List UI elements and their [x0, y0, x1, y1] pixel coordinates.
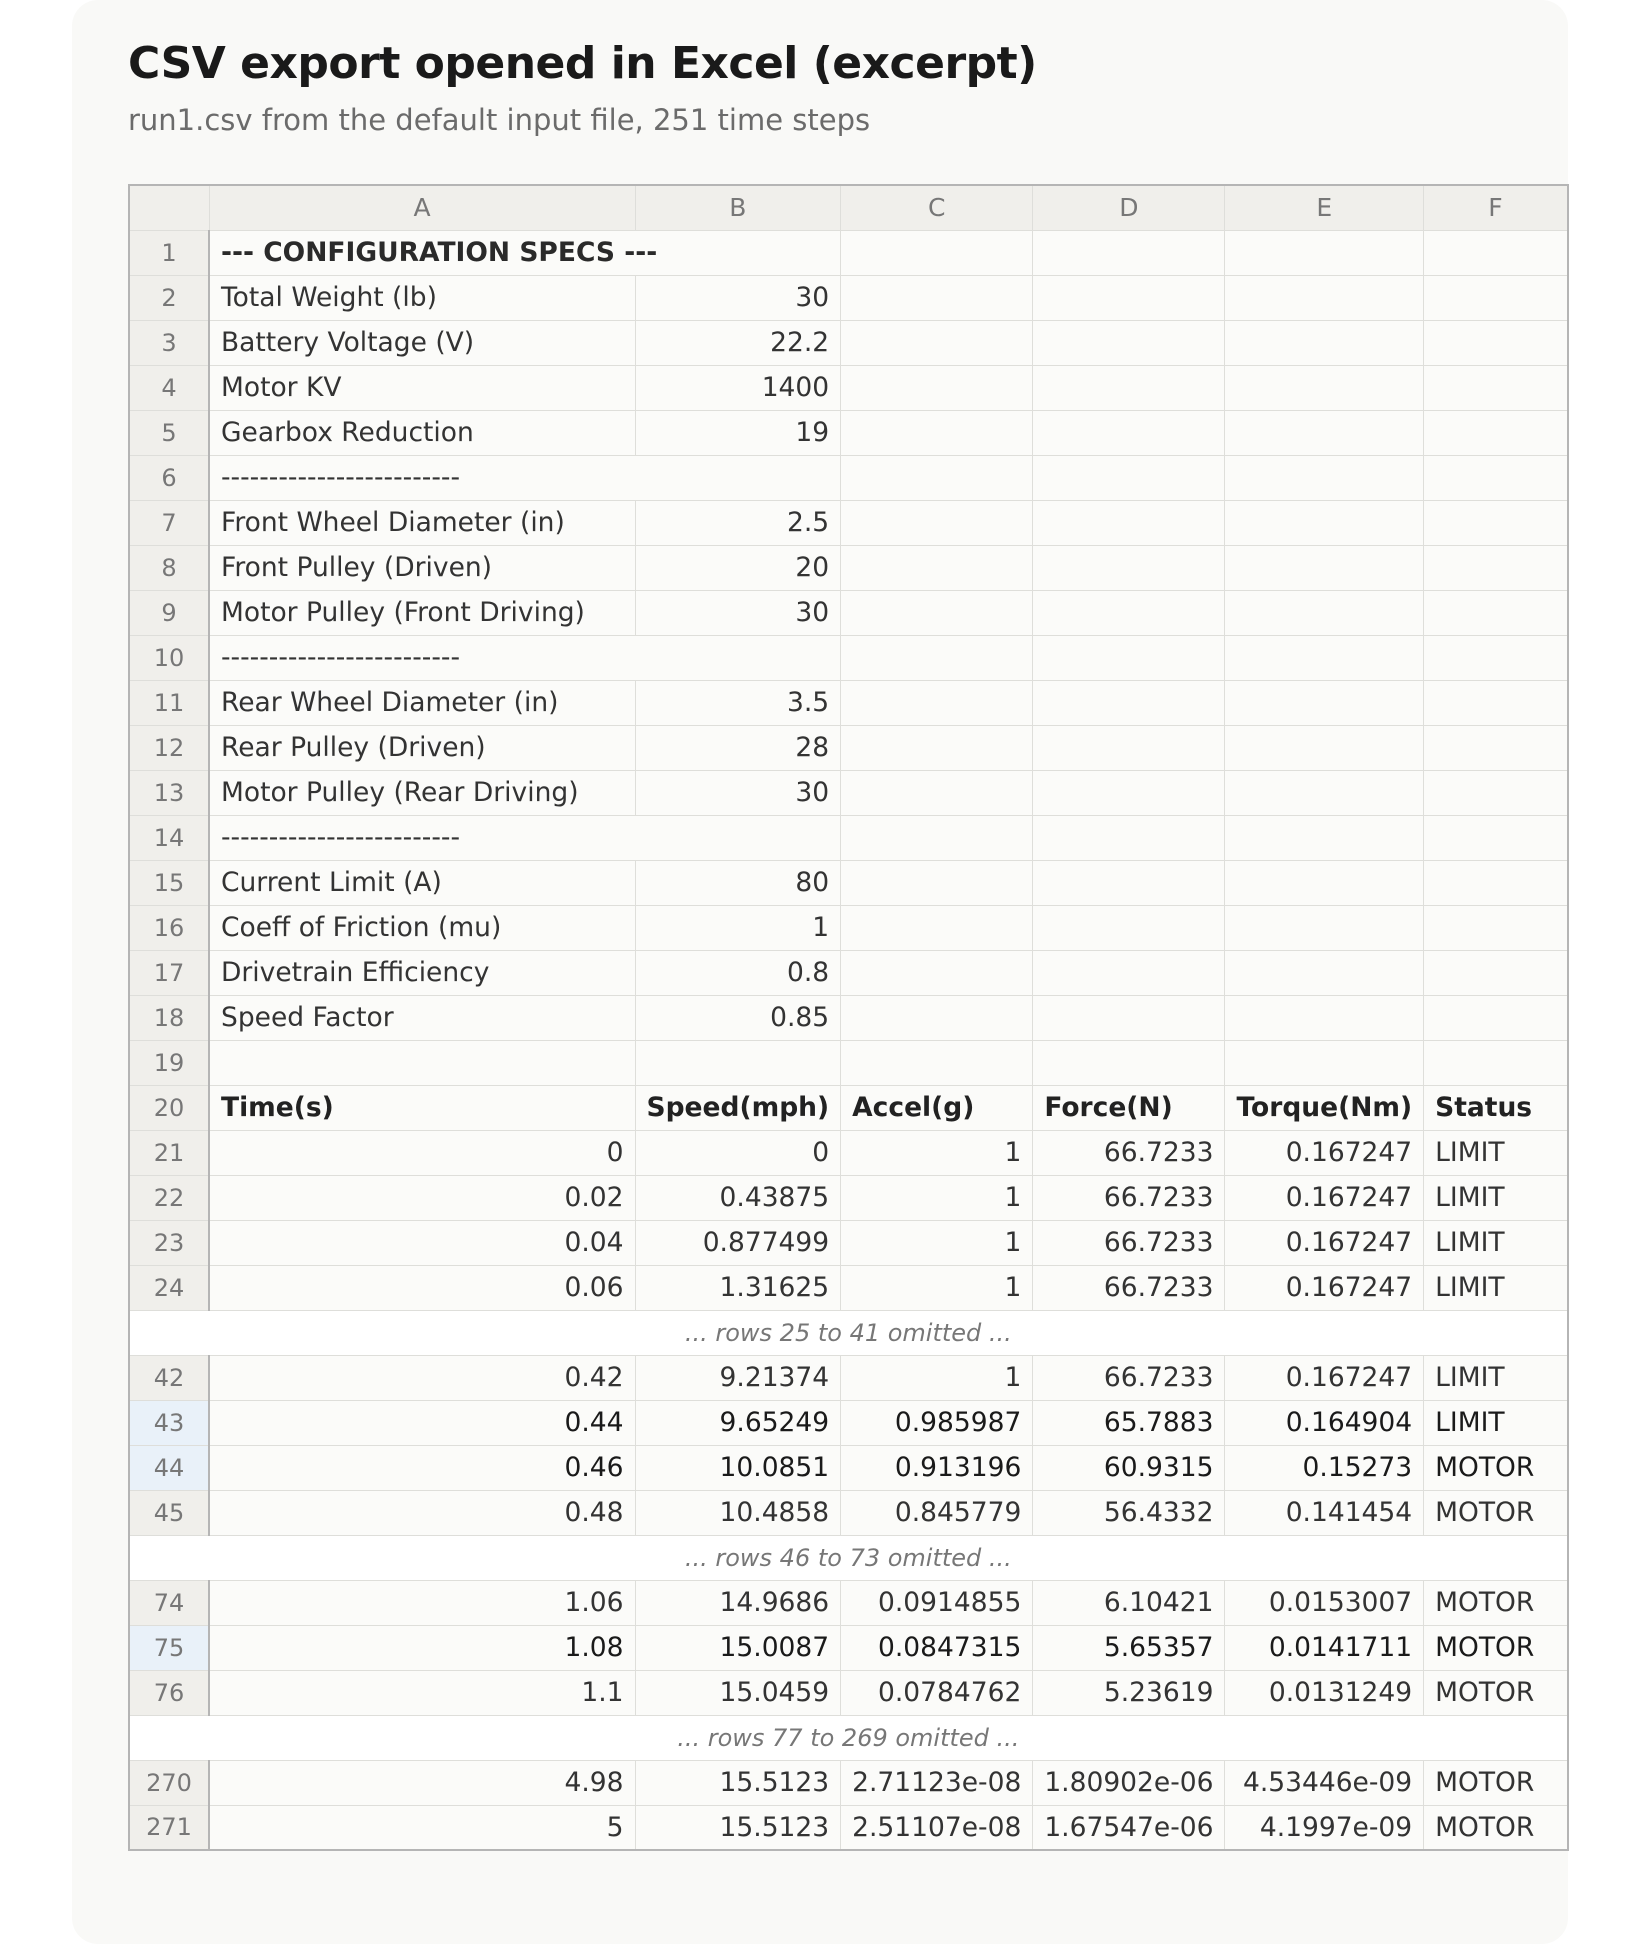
column-header-row — [129, 185, 1568, 230]
config-value[interactable]: 30 — [635, 590, 841, 635]
config-row — [129, 365, 1568, 410]
value-cell[interactable]: 10.0851 — [635, 1445, 841, 1490]
row-number[interactable]: 15 — [129, 860, 209, 905]
config-row — [129, 455, 1568, 500]
value-cell[interactable]: 66.7233 — [1033, 1265, 1225, 1310]
empty-cell[interactable] — [1424, 590, 1568, 635]
status-cell[interactable]: LIMIT — [1424, 1175, 1568, 1220]
value-cell[interactable]: 1 — [841, 1130, 1033, 1175]
row-number[interactable]: 16 — [129, 905, 209, 950]
empty-cell[interactable] — [1225, 590, 1424, 635]
value-cell[interactable]: 9.65249 — [635, 1400, 841, 1445]
empty-cell[interactable] — [1225, 770, 1424, 815]
value-cell[interactable]: 0.985987 — [841, 1400, 1033, 1445]
config-label[interactable]: Rear Pulley (Driven) — [209, 725, 635, 770]
data-header-row — [129, 1085, 1568, 1130]
config-label[interactable]: Speed Factor — [209, 995, 635, 1040]
spreadsheet-body — [129, 185, 1568, 1850]
status-cell[interactable]: MOTOR — [1424, 1445, 1568, 1490]
empty-cell[interactable] — [1033, 635, 1225, 680]
column-title[interactable]: Force(N) — [1033, 1085, 1225, 1130]
row-number[interactable]: 17 — [129, 950, 209, 995]
empty-cell[interactable] — [1424, 905, 1568, 950]
value-cell[interactable]: 4.98 — [209, 1760, 635, 1805]
value-cell[interactable]: 15.5123 — [635, 1805, 841, 1850]
row-number[interactable]: 76 — [129, 1670, 209, 1715]
value-cell[interactable]: 15.0087 — [635, 1625, 841, 1670]
empty-cell[interactable] — [1225, 365, 1424, 410]
value-cell[interactable]: 0.0847315 — [841, 1625, 1033, 1670]
row-number[interactable]: 11 — [129, 680, 209, 725]
empty-cell[interactable] — [841, 365, 1033, 410]
value-cell[interactable]: 10.4858 — [635, 1490, 841, 1535]
empty-cell[interactable] — [1033, 365, 1225, 410]
status-cell[interactable]: MOTOR — [1424, 1490, 1568, 1535]
empty-cell[interactable] — [841, 455, 1033, 500]
empty-cell[interactable] — [841, 635, 1033, 680]
data-row — [129, 1130, 1568, 1175]
column-title[interactable]: Status — [1424, 1085, 1568, 1130]
empty-cell[interactable] — [1225, 635, 1424, 680]
empty-cell[interactable] — [1033, 590, 1225, 635]
config-row — [129, 950, 1568, 995]
value-cell[interactable]: 2.71123e-08 — [841, 1760, 1033, 1805]
value-cell[interactable]: 0.0784762 — [841, 1670, 1033, 1715]
value-cell[interactable]: 0.48 — [209, 1490, 635, 1535]
config-value[interactable]: 1400 — [635, 365, 841, 410]
empty-cell[interactable] — [1424, 275, 1568, 320]
section-heading[interactable]: --- CONFIGURATION SPECS --- — [209, 230, 841, 275]
empty-cell[interactable] — [841, 590, 1033, 635]
empty-cell[interactable] — [1033, 770, 1225, 815]
config-row — [129, 500, 1568, 545]
empty-cell[interactable] — [1225, 1040, 1424, 1085]
row-number[interactable]: 270 — [129, 1760, 209, 1805]
value-cell[interactable]: 0.167247 — [1225, 1130, 1424, 1175]
config-label[interactable]: Motor KV — [209, 365, 635, 410]
column-header-c[interactable]: C — [841, 185, 1033, 230]
config-value[interactable]: 30 — [635, 770, 841, 815]
row-number[interactable]: 44 — [129, 1445, 209, 1490]
value-cell[interactable]: 0.877499 — [635, 1220, 841, 1265]
empty-cell[interactable] — [1033, 815, 1225, 860]
empty-cell[interactable] — [1424, 1040, 1568, 1085]
empty-cell[interactable] — [1424, 635, 1568, 680]
config-label[interactable]: Drivetrain Efficiency — [209, 950, 635, 995]
empty-cell[interactable] — [1225, 950, 1424, 995]
value-cell[interactable]: 1.06 — [209, 1580, 635, 1625]
empty-cell[interactable] — [1225, 860, 1424, 905]
empty-cell[interactable] — [841, 905, 1033, 950]
select-all-corner[interactable] — [129, 185, 209, 230]
value-cell[interactable]: 0.0141711 — [1225, 1625, 1424, 1670]
value-cell[interactable]: 0.43875 — [635, 1175, 841, 1220]
empty-cell[interactable] — [1033, 680, 1225, 725]
data-row — [129, 1580, 1568, 1625]
value-cell[interactable]: 0.04 — [209, 1220, 635, 1265]
row-number[interactable]: 23 — [129, 1220, 209, 1265]
config-value[interactable]: 30 — [635, 275, 841, 320]
status-cell[interactable]: MOTOR — [1424, 1760, 1568, 1805]
value-cell[interactable]: 1 — [841, 1220, 1033, 1265]
empty-cell[interactable] — [1225, 410, 1424, 455]
row-number[interactable]: 18 — [129, 995, 209, 1040]
separator-line[interactable]: ------------------------- — [209, 815, 841, 860]
empty-cell[interactable] — [1225, 500, 1424, 545]
empty-cell[interactable] — [1424, 365, 1568, 410]
empty-cell[interactable] — [841, 545, 1033, 590]
config-label[interactable]: Rear Wheel Diameter (in) — [209, 680, 635, 725]
value-cell[interactable]: 0 — [209, 1130, 635, 1175]
empty-cell[interactable] — [1424, 860, 1568, 905]
config-row — [129, 230, 1568, 275]
empty-cell[interactable] — [1033, 230, 1225, 275]
row-number[interactable]: 12 — [129, 725, 209, 770]
config-row — [129, 545, 1568, 590]
config-label[interactable]: Coeff of Friction (mu) — [209, 905, 635, 950]
value-cell[interactable]: 0.167247 — [1225, 1175, 1424, 1220]
omitted-rows-text: ... rows 77 to 269 omitted ... — [129, 1715, 1568, 1760]
value-cell[interactable]: 4.1997e-09 — [1225, 1805, 1424, 1850]
empty-cell[interactable] — [1033, 1040, 1225, 1085]
value-cell[interactable]: 5.65357 — [1033, 1625, 1225, 1670]
empty-cell[interactable] — [1225, 905, 1424, 950]
value-cell[interactable]: 2.51107e-08 — [841, 1805, 1033, 1850]
value-cell[interactable]: 0.0153007 — [1225, 1580, 1424, 1625]
config-value[interactable]: 0.85 — [635, 995, 841, 1040]
value-cell[interactable]: 1.1 — [209, 1670, 635, 1715]
value-cell[interactable]: 9.21374 — [635, 1355, 841, 1400]
row-number[interactable]: 2 — [129, 275, 209, 320]
status-cell[interactable]: MOTOR — [1424, 1805, 1568, 1850]
config-value[interactable] — [635, 1040, 841, 1085]
empty-cell[interactable] — [1033, 725, 1225, 770]
omitted-rows-note — [129, 1535, 1568, 1580]
empty-cell[interactable] — [1033, 410, 1225, 455]
page-title: CSV export opened in Excel (excerpt) — [128, 38, 1037, 89]
value-cell[interactable]: 66.7233 — [1033, 1220, 1225, 1265]
value-cell[interactable]: 0.164904 — [1225, 1400, 1424, 1445]
config-row — [129, 275, 1568, 320]
value-cell[interactable]: 65.7883 — [1033, 1400, 1225, 1445]
config-label[interactable]: Battery Voltage (V) — [209, 320, 635, 365]
column-header-d[interactable]: D — [1033, 185, 1225, 230]
row-number[interactable]: 7 — [129, 500, 209, 545]
status-cell[interactable]: LIMIT — [1424, 1355, 1568, 1400]
row-number[interactable]: 13 — [129, 770, 209, 815]
value-cell[interactable]: 0.0914855 — [841, 1580, 1033, 1625]
row-number[interactable]: 8 — [129, 545, 209, 590]
value-cell[interactable]: 0.913196 — [841, 1445, 1033, 1490]
config-value[interactable]: 20 — [635, 545, 841, 590]
spreadsheet-grid — [128, 184, 1569, 1851]
value-cell[interactable]: 0 — [635, 1130, 841, 1175]
empty-cell[interactable] — [1225, 230, 1424, 275]
row-number[interactable]: 22 — [129, 1175, 209, 1220]
empty-cell[interactable] — [841, 1040, 1033, 1085]
row-number[interactable]: 3 — [129, 320, 209, 365]
config-value[interactable]: 19 — [635, 410, 841, 455]
omitted-rows-text: ... rows 25 to 41 omitted ... — [129, 1310, 1568, 1355]
data-row — [129, 1220, 1568, 1265]
value-cell[interactable]: 0.0131249 — [1225, 1670, 1424, 1715]
config-row — [129, 905, 1568, 950]
row-number[interactable]: 10 — [129, 635, 209, 680]
value-cell[interactable]: 1 — [841, 1175, 1033, 1220]
value-cell[interactable]: 1.80902e-06 — [1033, 1760, 1225, 1805]
row-number[interactable]: 45 — [129, 1490, 209, 1535]
config-label[interactable]: Current Limit (A) — [209, 860, 635, 905]
empty-cell[interactable] — [1424, 680, 1568, 725]
column-title[interactable]: Accel(g) — [841, 1085, 1033, 1130]
column-header-b[interactable]: B — [635, 185, 841, 230]
empty-cell[interactable] — [1424, 455, 1568, 500]
empty-cell[interactable] — [841, 680, 1033, 725]
value-cell[interactable]: 1.31625 — [635, 1265, 841, 1310]
value-cell[interactable]: 0.167247 — [1225, 1220, 1424, 1265]
value-cell[interactable]: 4.53446e-09 — [1225, 1760, 1424, 1805]
empty-cell[interactable] — [1225, 680, 1424, 725]
empty-cell[interactable] — [1424, 725, 1568, 770]
value-cell[interactable]: 5.23619 — [1033, 1670, 1225, 1715]
value-cell[interactable]: 1 — [841, 1355, 1033, 1400]
status-cell[interactable]: LIMIT — [1424, 1220, 1568, 1265]
empty-cell[interactable] — [1424, 410, 1568, 455]
row-number[interactable]: 5 — [129, 410, 209, 455]
empty-cell[interactable] — [1424, 230, 1568, 275]
row-number[interactable]: 74 — [129, 1580, 209, 1625]
config-value[interactable]: 28 — [635, 725, 841, 770]
value-cell[interactable]: 0.141454 — [1225, 1490, 1424, 1535]
config-row — [129, 725, 1568, 770]
empty-cell[interactable] — [841, 860, 1033, 905]
value-cell[interactable]: 0.167247 — [1225, 1355, 1424, 1400]
separator-line[interactable]: ------------------------- — [209, 455, 841, 500]
config-row — [129, 410, 1568, 455]
value-cell[interactable]: 66.7233 — [1033, 1175, 1225, 1220]
empty-cell[interactable] — [1033, 950, 1225, 995]
status-cell[interactable]: LIMIT — [1424, 1130, 1568, 1175]
empty-cell[interactable] — [1225, 320, 1424, 365]
empty-cell[interactable] — [841, 410, 1033, 455]
empty-cell[interactable] — [1225, 455, 1424, 500]
empty-cell[interactable] — [1424, 815, 1568, 860]
value-cell[interactable]: 6.10421 — [1033, 1580, 1225, 1625]
empty-cell[interactable] — [841, 725, 1033, 770]
row-number[interactable]: 20 — [129, 1085, 209, 1130]
empty-cell[interactable] — [841, 950, 1033, 995]
config-row — [129, 770, 1568, 815]
empty-cell[interactable] — [1225, 545, 1424, 590]
data-row — [129, 1670, 1568, 1715]
empty-cell[interactable] — [841, 275, 1033, 320]
config-value[interactable]: 3.5 — [635, 680, 841, 725]
config-row — [129, 590, 1568, 635]
config-label[interactable]: Motor Pulley (Front Driving) — [209, 590, 635, 635]
empty-cell[interactable] — [1033, 860, 1225, 905]
config-value[interactable]: 0.8 — [635, 950, 841, 995]
row-number[interactable]: 6 — [129, 455, 209, 500]
value-cell[interactable]: 1.67547e-06 — [1033, 1805, 1225, 1850]
empty-cell[interactable] — [1033, 905, 1225, 950]
config-label[interactable]: Gearbox Reduction — [209, 410, 635, 455]
column-title[interactable]: Time(s) — [209, 1085, 635, 1130]
value-cell[interactable]: 66.7233 — [1033, 1130, 1225, 1175]
empty-cell[interactable] — [841, 815, 1033, 860]
config-value[interactable]: 22.2 — [635, 320, 841, 365]
status-cell[interactable]: MOTOR — [1424, 1670, 1568, 1715]
column-header-f[interactable]: F — [1424, 185, 1568, 230]
column-header-e[interactable]: E — [1225, 185, 1424, 230]
value-cell[interactable]: 1 — [841, 1265, 1033, 1310]
config-row — [129, 860, 1568, 905]
data-row — [129, 1265, 1568, 1310]
config-label[interactable] — [209, 1040, 635, 1085]
value-cell[interactable]: 60.9315 — [1033, 1445, 1225, 1490]
value-cell[interactable]: 0.167247 — [1225, 1265, 1424, 1310]
config-value[interactable]: 1 — [635, 905, 841, 950]
empty-cell[interactable] — [1225, 995, 1424, 1040]
empty-cell[interactable] — [841, 320, 1033, 365]
empty-cell[interactable] — [1424, 320, 1568, 365]
value-cell[interactable]: 0.06 — [209, 1265, 635, 1310]
data-row — [129, 1490, 1568, 1535]
value-cell[interactable]: 0.845779 — [841, 1490, 1033, 1535]
config-row — [129, 1040, 1568, 1085]
empty-cell[interactable] — [1033, 455, 1225, 500]
omitted-rows-note — [129, 1310, 1568, 1355]
omitted-rows-text: ... rows 46 to 73 omitted ... — [129, 1535, 1568, 1580]
value-cell[interactable]: 0.02 — [209, 1175, 635, 1220]
value-cell[interactable]: 0.44 — [209, 1400, 635, 1445]
config-label[interactable]: Total Weight (lb) — [209, 275, 635, 320]
row-number[interactable]: 19 — [129, 1040, 209, 1085]
empty-cell[interactable] — [1424, 770, 1568, 815]
empty-cell[interactable] — [1225, 725, 1424, 770]
row-number[interactable]: 271 — [129, 1805, 209, 1850]
data-row — [129, 1355, 1568, 1400]
empty-cell[interactable] — [841, 770, 1033, 815]
data-row — [129, 1175, 1568, 1220]
omitted-rows-note — [129, 1715, 1568, 1760]
value-cell[interactable]: 15.0459 — [635, 1670, 841, 1715]
value-cell[interactable]: 56.4332 — [1033, 1490, 1225, 1535]
status-cell[interactable]: MOTOR — [1424, 1625, 1568, 1670]
data-row — [129, 1805, 1568, 1850]
empty-cell[interactable] — [1033, 500, 1225, 545]
config-label[interactable]: Motor Pulley (Rear Driving) — [209, 770, 635, 815]
empty-cell[interactable] — [1424, 950, 1568, 995]
empty-cell[interactable] — [1424, 995, 1568, 1040]
data-row — [129, 1760, 1568, 1805]
config-row — [129, 995, 1568, 1040]
row-number[interactable]: 75 — [129, 1625, 209, 1670]
config-label[interactable]: Front Pulley (Driven) — [209, 545, 635, 590]
empty-cell[interactable] — [1033, 995, 1225, 1040]
empty-cell[interactable] — [1033, 275, 1225, 320]
row-number[interactable]: 14 — [129, 815, 209, 860]
value-cell[interactable]: 1.08 — [209, 1625, 635, 1670]
config-row — [129, 635, 1568, 680]
column-title[interactable]: Torque(Nm) — [1225, 1085, 1424, 1130]
value-cell[interactable]: 66.7233 — [1033, 1355, 1225, 1400]
empty-cell[interactable] — [841, 995, 1033, 1040]
column-header-a[interactable]: A — [209, 185, 635, 230]
config-value[interactable]: 80 — [635, 860, 841, 905]
value-cell[interactable]: 0.42 — [209, 1355, 635, 1400]
empty-cell[interactable] — [1033, 545, 1225, 590]
empty-cell[interactable] — [1225, 275, 1424, 320]
row-number[interactable]: 42 — [129, 1355, 209, 1400]
config-value[interactable]: 2.5 — [635, 500, 841, 545]
empty-cell[interactable] — [1424, 545, 1568, 590]
page-subtitle: run1.csv from the default input file, 251 time steps — [128, 103, 871, 137]
row-number[interactable]: 4 — [129, 365, 209, 410]
value-cell[interactable]: 0.15273 — [1225, 1445, 1424, 1490]
empty-cell[interactable] — [1033, 320, 1225, 365]
config-label[interactable]: Front Wheel Diameter (in) — [209, 500, 635, 545]
column-title[interactable]: Speed(mph) — [635, 1085, 841, 1130]
highlighted-data-row — [129, 1400, 1568, 1445]
separator-line[interactable]: ------------------------- — [209, 635, 841, 680]
row-number[interactable]: 43 — [129, 1400, 209, 1445]
row-number[interactable]: 21 — [129, 1130, 209, 1175]
highlighted-data-row — [129, 1445, 1568, 1490]
empty-cell[interactable] — [841, 500, 1033, 545]
row-number[interactable]: 9 — [129, 590, 209, 635]
value-cell[interactable]: 15.5123 — [635, 1760, 841, 1805]
status-cell[interactable]: LIMIT — [1424, 1400, 1568, 1445]
status-cell[interactable]: MOTOR — [1424, 1580, 1568, 1625]
row-number[interactable]: 1 — [129, 230, 209, 275]
value-cell[interactable]: 14.9686 — [635, 1580, 841, 1625]
config-row — [129, 815, 1568, 860]
value-cell[interactable]: 5 — [209, 1805, 635, 1850]
row-number[interactable]: 24 — [129, 1265, 209, 1310]
highlighted-data-row — [129, 1625, 1568, 1670]
empty-cell[interactable] — [841, 230, 1033, 275]
empty-cell[interactable] — [1424, 500, 1568, 545]
status-cell[interactable]: LIMIT — [1424, 1265, 1568, 1310]
empty-cell[interactable] — [1225, 815, 1424, 860]
config-row — [129, 680, 1568, 725]
config-row — [129, 320, 1568, 365]
value-cell[interactable]: 0.46 — [209, 1445, 635, 1490]
